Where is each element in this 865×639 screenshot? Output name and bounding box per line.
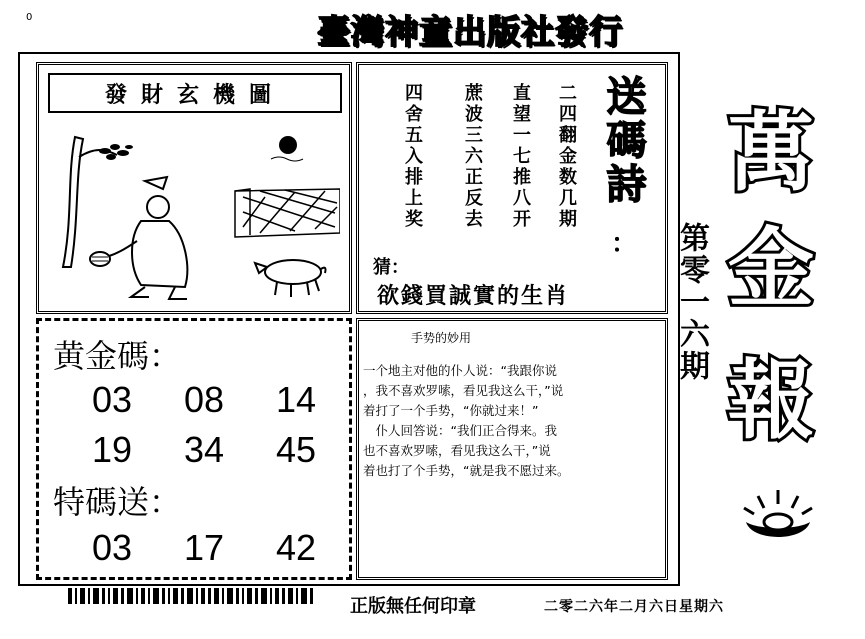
special-number: 03 <box>91 527 133 568</box>
tree-leaves <box>99 144 133 160</box>
gold-number: 34 <box>183 429 225 470</box>
corner-mark: 0 <box>26 12 33 23</box>
numbers-panel <box>36 318 352 580</box>
sun-icon <box>279 136 297 154</box>
guess-label: 猜： <box>373 257 409 278</box>
story-body <box>363 361 663 481</box>
poem-line-4: 四舍五入排上奖 <box>402 83 423 230</box>
story-line: 着也打了个手势，“就是我不愿过来。 <box>363 463 570 478</box>
basket-icon <box>90 252 110 266</box>
story-title: 手势的妙用 <box>411 331 472 345</box>
fortune-picture-panel <box>36 62 352 314</box>
pig-figure <box>255 260 326 297</box>
poem-title: 送碼詩 <box>600 75 647 207</box>
story-line: 仆人回答说：“我们正合得来。我 <box>363 423 557 438</box>
picture-title: 發財玄機圖 <box>48 73 342 113</box>
gold-number: 08 <box>183 379 225 420</box>
gold-number: 14 <box>275 379 317 420</box>
gold-numbers-heading: 黄金碼： <box>53 337 182 375</box>
issue-number: 第零一六期 <box>674 222 709 382</box>
brand-char-jin: 金 <box>728 218 814 319</box>
barcode-graphic <box>68 586 318 606</box>
cloud-line <box>271 157 303 161</box>
gold-number: 19 <box>91 429 133 470</box>
fortune-illustration <box>45 117 340 302</box>
code-poem-panel <box>356 62 668 314</box>
brand-char-wan: 萬 <box>728 102 814 203</box>
poem-line-1: 二四翻金数几期 <box>556 83 577 230</box>
fence <box>235 189 340 237</box>
footer-date: 二零二六年二月六日星期六 <box>544 599 724 615</box>
special-numbers-heading: 特碼送： <box>53 483 182 521</box>
poem-line-2: 直望一七推八开 <box>510 83 531 230</box>
gold-number: 03 <box>91 379 133 420</box>
brand-char-bao: 報 <box>728 350 814 451</box>
special-number: 42 <box>275 527 317 568</box>
footer-notice: 正版無任何印章 <box>350 596 476 617</box>
poem-title-colon: ： <box>611 229 638 259</box>
story-line: 着打了一个手势，“你就过来！” <box>363 403 539 418</box>
story-line: 也不喜欢罗嗦，看见我这么干，”说 <box>363 443 551 458</box>
story-line: 一个地主对他的仆人说：“我跟你说 <box>363 363 557 378</box>
story-panel <box>356 318 668 580</box>
guess-text: 欲錢買誠實的生肖 <box>377 283 570 309</box>
farmer-figure <box>105 177 187 299</box>
gold-number: 45 <box>275 429 317 470</box>
publisher-title: 臺灣神童出版社發行 <box>317 12 623 51</box>
poem-line-3: 蔗波三六正反去 <box>462 83 483 230</box>
special-number: 17 <box>183 527 225 568</box>
gold-ingot-icon <box>738 486 818 548</box>
story-line: ，我不喜欢罗嗦，看见我这么干，”说 <box>363 383 564 398</box>
